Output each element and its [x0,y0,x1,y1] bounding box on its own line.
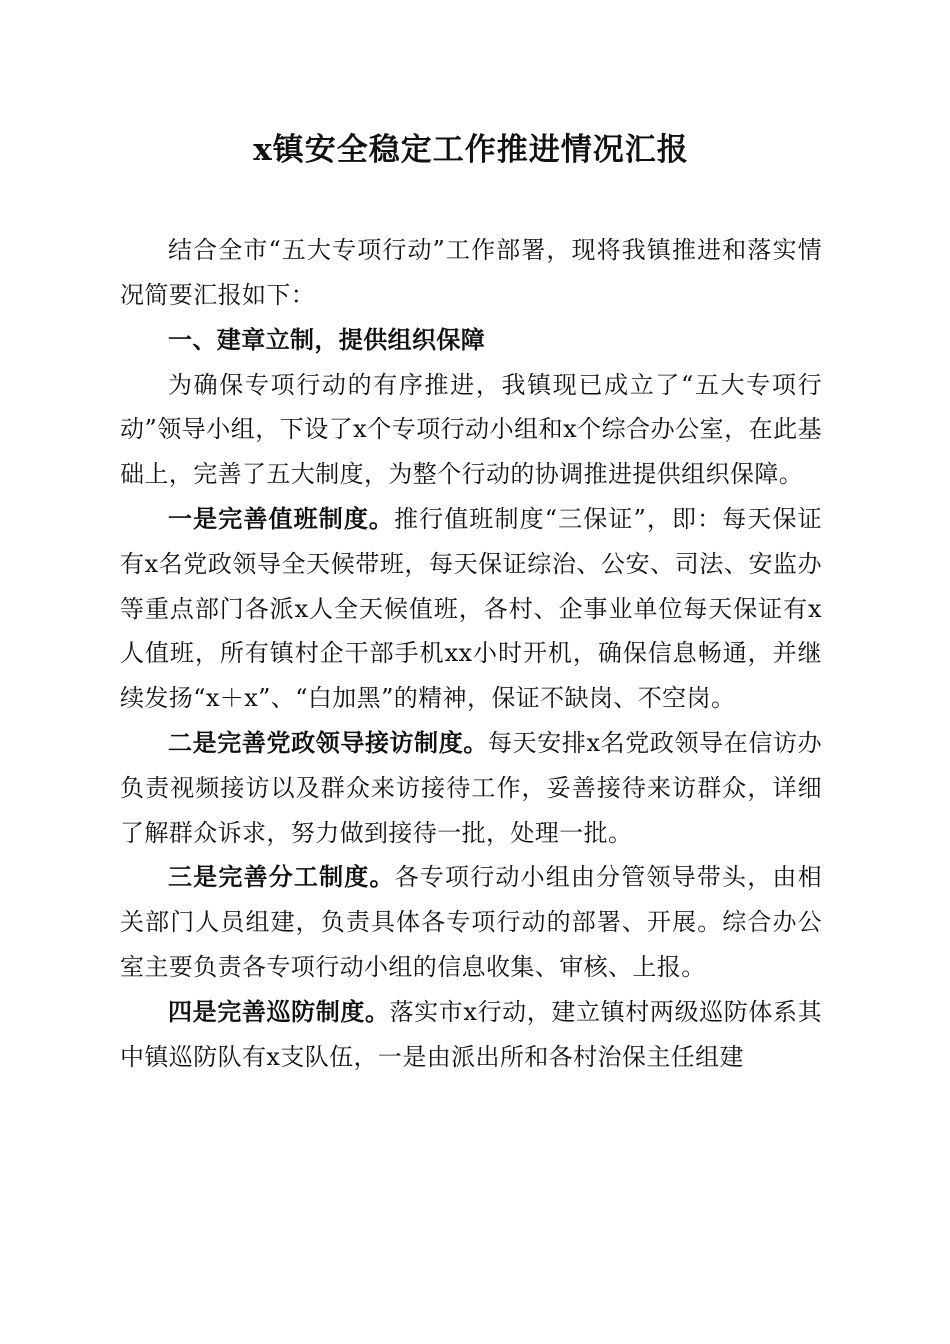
item-lead-1: 一是完善值班制度。 [168,504,395,534]
section-heading: 一、建章立制，提供组织保障 [168,325,486,354]
section-body: 为确保专项行动的有序推进，我镇现已成立了“五大专项行动”领导小组，下设了x个专项行动小组和x个综合办公室，在此基础上，完善了五大制度，为整个行动的协调推进提供组织保障。 [120,370,822,489]
item-lead-4: 四是完善巡防制度。 [168,996,390,1026]
item-text-2: 每天安排x名党政领导在信访办负责视频接访以及群众来访接待工作，妥善接待来访群众，详细了解群众诉求，努力做到接待一批，处理一批。 [120,729,822,847]
item-paragraph-4 [120,990,822,1080]
item-text-1: 推行值班制度“三保证”，即：每天保证有x名党政领导全天候带班，每天保证综治、公安、司法、安监办等重点部门各派x人全天候值班，各村、企事业单位每天保证有x人值班，所有镇村企干部手机xx小时开机，确保信息畅通，并继续发扬“x＋x”、“白加黑”的精神，保证不缺岗、不空岗。 [120,505,822,713]
item-lead-2: 二是完善党政领导接访制度。 [168,728,489,758]
document-title: x镇安全稳定工作推进情况汇报 [253,132,689,168]
item-text-4: 落实市x行动，建立镇村两级巡防体系其中镇巡防队有x支队伍，一是由派出所和各村治保主任组建 [120,997,822,1071]
item-paragraph-1 [120,497,822,721]
item-text-3: 各专项行动小组由分管领导带头，由相关部门人员组建，负责具体各专项行动的部署、开展。综合办公室主要负责各专项行动小组的信息收集、审核、上报。 [120,863,822,982]
item-lead-3: 三是完善分工制度。 [168,862,395,892]
item-paragraph-3 [120,855,822,989]
item-paragraph-2 [120,721,822,855]
document-page [120,130,822,1079]
intro-paragraph: 结合全市“五大专项行动”工作部署，现将我镇推进和落实情况简要汇报如下： [120,236,822,310]
